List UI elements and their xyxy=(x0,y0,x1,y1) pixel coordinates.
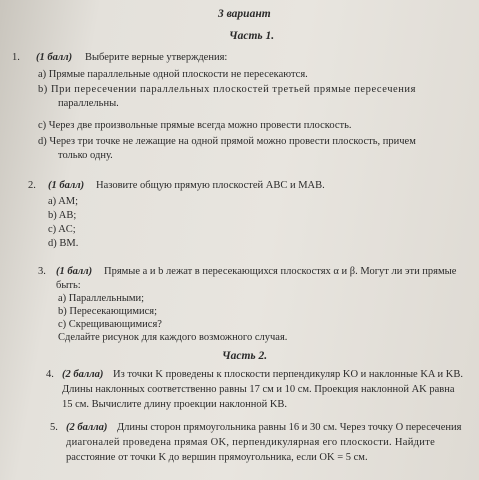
q5-number: 5. xyxy=(50,422,58,433)
q2-option-a: a) AM; xyxy=(48,196,79,207)
q3-option-b: b) Пересекающимися; xyxy=(58,306,158,317)
q4-line1: Из точки K проведены к плоскости перпендикуляр KO и наклонные KA и KB. xyxy=(113,369,464,380)
q1-option-b-line1: b) При пересечении параллельных плоскостей третьей прямые пересечения xyxy=(38,84,416,95)
q5-score: (2 балла) xyxy=(66,422,108,433)
part1-heading: Часть 1. xyxy=(229,30,275,42)
q3-option-c: c) Скрещивающимися? xyxy=(58,319,162,330)
q3-note: Сделайте рисунок для каждого возможного случая. xyxy=(58,332,288,343)
q1-option-d-line1: d) Через три точке не лежащие на одной прямой можно провести плоскость, причем xyxy=(38,136,416,147)
q1-number: 1. xyxy=(12,52,20,63)
q2-option-b: b) AB; xyxy=(48,210,77,221)
variant-title: 3 вариант xyxy=(218,8,271,20)
q1-score: (1 балл) xyxy=(36,52,73,63)
q1-prompt: Выберите верные утверждения: xyxy=(85,52,228,63)
q4-line2: Длины наклонных соответственно равны 17 см и 10 см. Проекция наклонной AK равна xyxy=(62,384,455,395)
q1-option-a: a) Прямые параллельные одной плоскости не пересекаются. xyxy=(38,69,308,80)
q2-option-c: c) AC; xyxy=(48,224,76,235)
q4-score: (2 балла) xyxy=(62,369,104,380)
part2-heading: Часть 2. xyxy=(222,350,268,362)
q1-option-b-line2: параллельны. xyxy=(58,98,119,109)
q1-option-d-line2: только одну. xyxy=(58,150,113,161)
q3-prompt-line2: быть: xyxy=(56,280,81,291)
q2-number: 2. xyxy=(28,180,36,191)
q5-line1: Длины сторон прямоугольника равны 16 и 30 см. Через точку O пересечения xyxy=(117,422,462,433)
q3-number: 3. xyxy=(38,266,46,277)
q5-line2: диагоналей проведена прямая OK, перпендикулярная его плоскости. Найдите xyxy=(66,437,436,448)
q4-line3: 15 см. Вычислите длину проекции наклонной KB. xyxy=(62,399,288,410)
q4-number: 4. xyxy=(46,369,54,380)
q3-option-a: a) Параллельными; xyxy=(58,293,145,304)
q5-line3: расстояние от точки K до вершин прямоугольника, если OK = 5 см. xyxy=(66,452,368,463)
q3-prompt-line1: Прямые a и b лежат в пересекающихся плоскостях α и β. Могут ли эти прямые xyxy=(104,266,457,277)
q2-option-d: d) BM. xyxy=(48,238,79,249)
q3-score: (1 балл) xyxy=(56,266,93,277)
q1-option-c: c) Через две произвольные прямые всегда можно провести плоскость. xyxy=(38,120,352,131)
q2-score: (1 балл) xyxy=(48,180,85,191)
q2-prompt: Назовите общую прямую плоскостей ABC и MAB. xyxy=(96,180,325,191)
